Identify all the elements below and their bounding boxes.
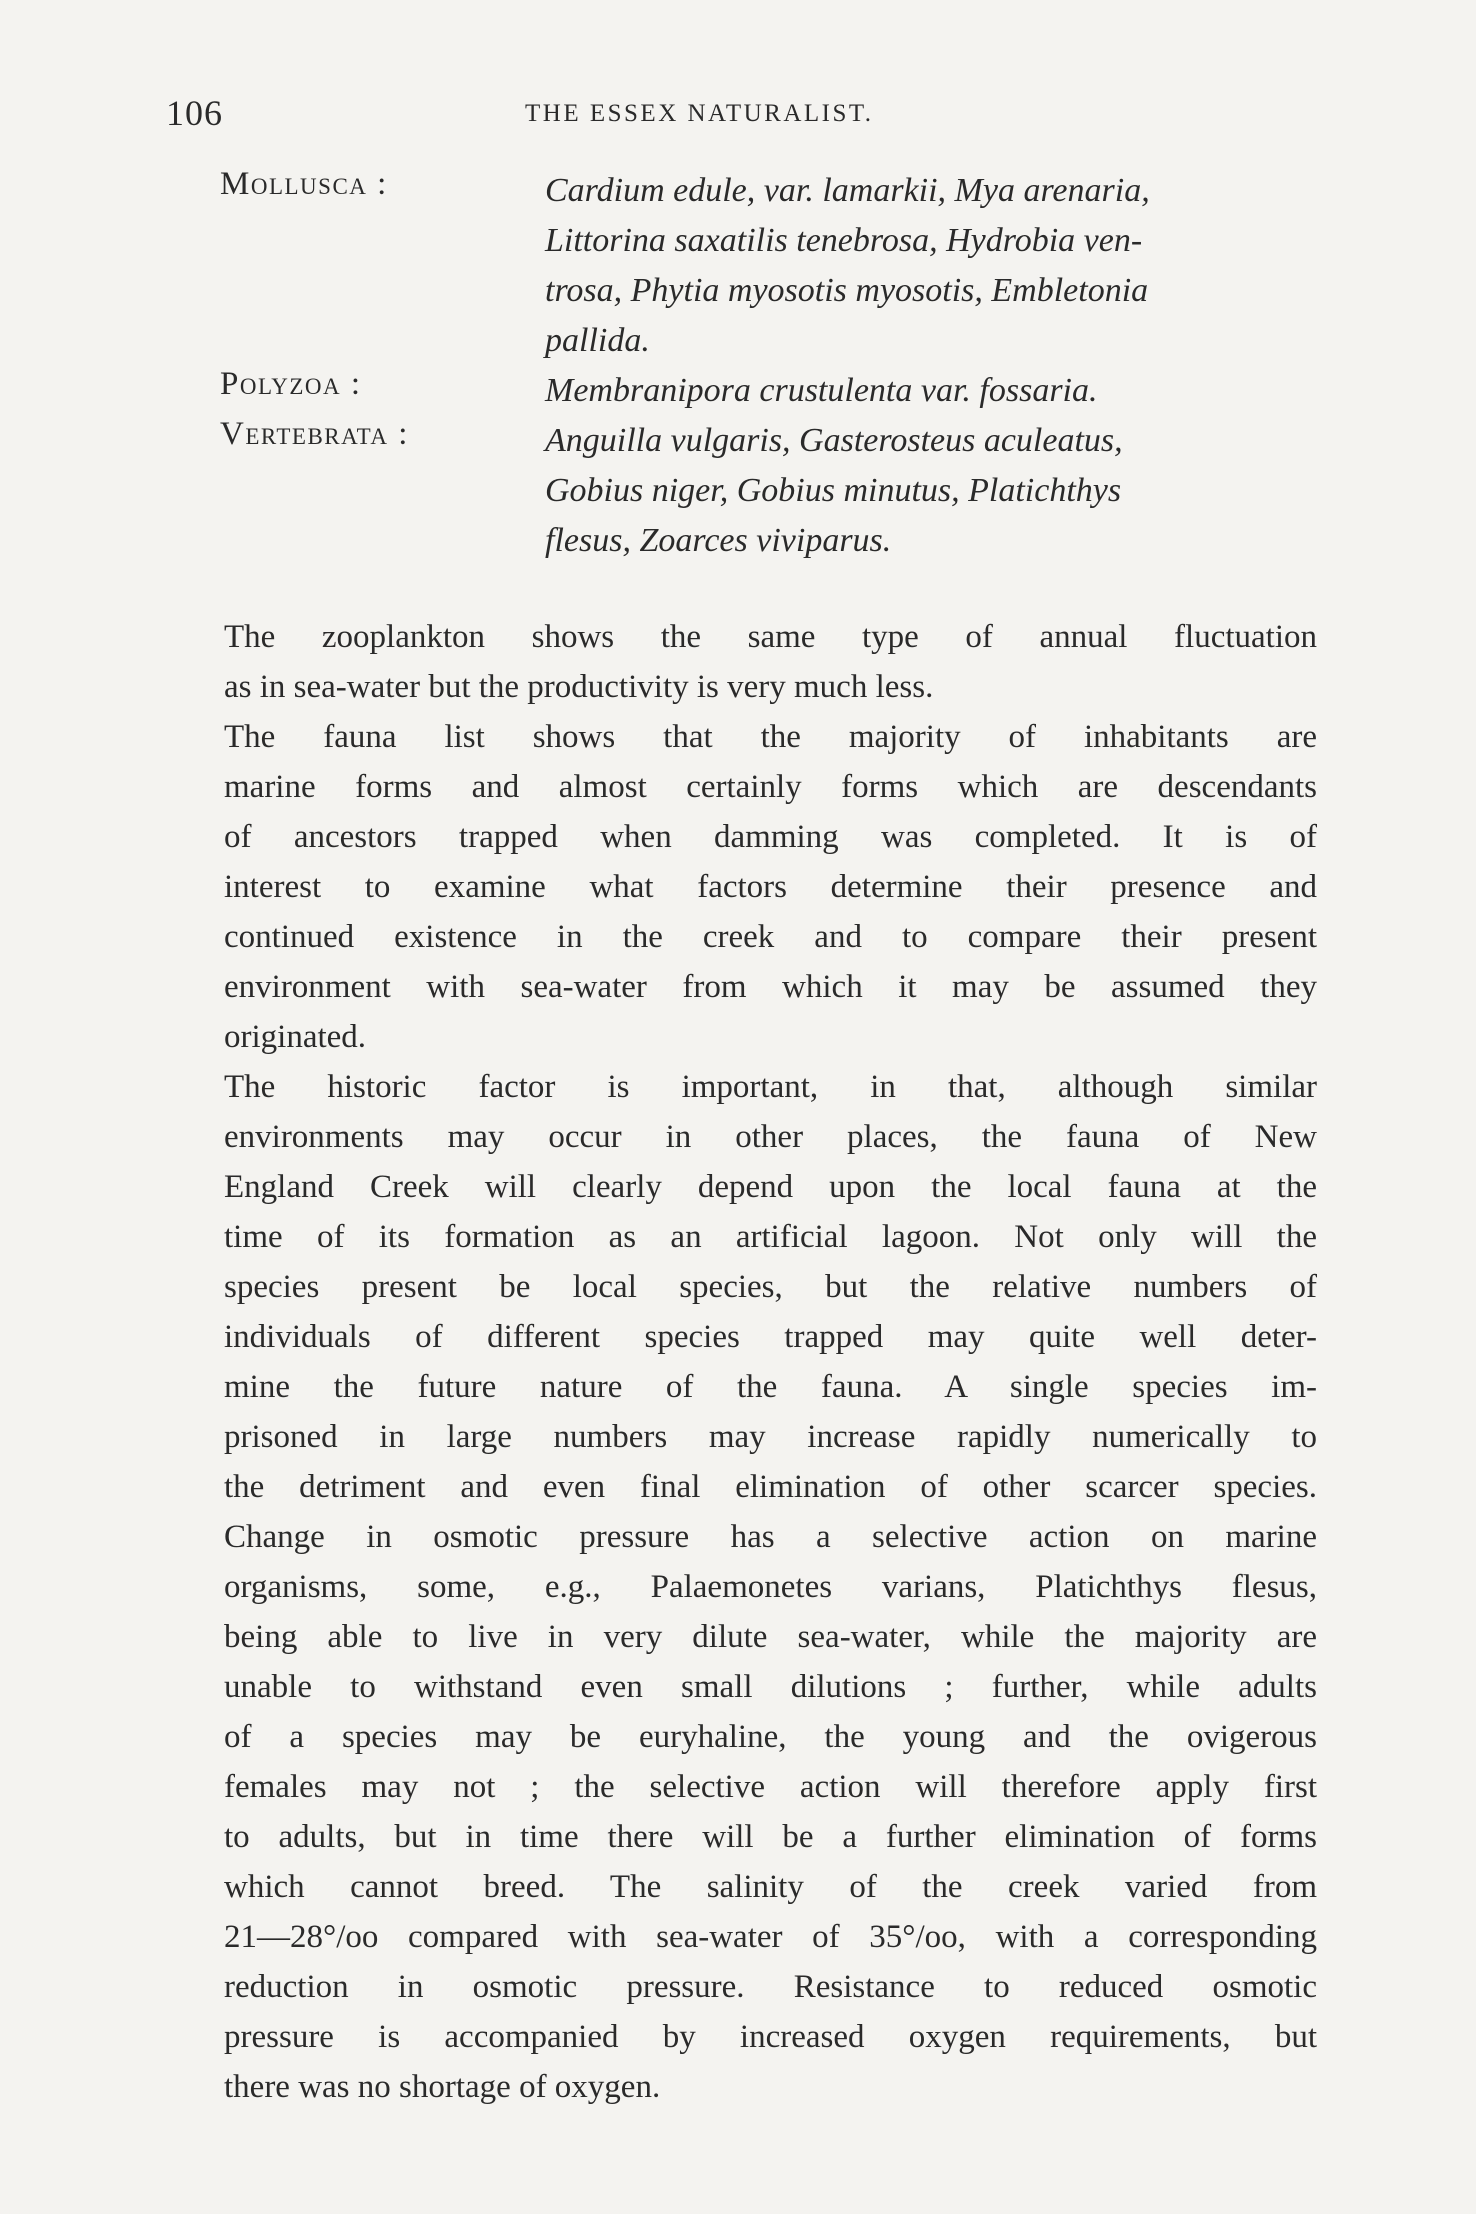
taxon-label: Vertebrata : xyxy=(220,416,409,452)
text-line: time of its formation as an artificial lagoon. Not only will the xyxy=(224,1219,1317,1255)
text-line: organisms, some, e.g., Palaemonetes varians, Platichthys flesus, xyxy=(224,1569,1317,1605)
text-line: The historic factor is important, in that, although similar xyxy=(224,1069,1317,1105)
paragraph xyxy=(164,1062,1317,2112)
text-line: species present be local species, but the relative numbers of xyxy=(224,1269,1317,1305)
running-head xyxy=(0,92,1476,142)
text-line: mine the future nature of the fauna. A single species im- xyxy=(224,1369,1317,1405)
text-line: Change in osmotic pressure has a selective action on marine xyxy=(224,1519,1317,1555)
taxon-label: Polyzoa : xyxy=(220,366,362,402)
text-line: unable to withstand even small dilutions ; further, while adults xyxy=(224,1669,1317,1705)
text-line: which cannot breed. The salinity of the creek varied from xyxy=(224,1869,1317,1905)
species-line: Gobius niger, Gobius minutus, Platichthys xyxy=(545,472,1122,509)
species-line: Anguilla vulgaris, Gasterosteus aculeatus, xyxy=(545,422,1123,459)
text-line: females may not ; the selective action will therefore apply first xyxy=(224,1769,1317,1805)
fauna-list xyxy=(220,166,1320,566)
journal-title: THE ESSEX NATURALIST. xyxy=(525,100,874,127)
text-line: of ancestors trapped when damming was completed. It is of xyxy=(224,819,1317,855)
taxon-vertebrata xyxy=(220,416,1320,566)
text-line: there was no shortage of oxygen. xyxy=(224,2069,661,2105)
text-line: 21—28°/oo compared with sea-water of 35°/oo, with a corresponding xyxy=(224,1919,1317,1955)
species-line: Littorina saxatilis tenebrosa, Hydrobia ven- xyxy=(545,222,1143,259)
text-line: England Creek will clearly depend upon the local fauna at the xyxy=(224,1169,1317,1205)
text-line: continued existence in the creek and to compare their present xyxy=(224,919,1317,955)
page-number: 106 xyxy=(166,93,223,133)
body-text xyxy=(164,612,1317,2112)
text-line: originated. xyxy=(224,1019,367,1055)
text-line: environment with sea-water from which it may be assumed they xyxy=(224,969,1317,1005)
species-line: trosa, Phytia myosotis myosotis, Embletonia xyxy=(545,272,1149,309)
species-line: flesus, Zoarces viviparus. xyxy=(545,522,892,559)
paragraph xyxy=(164,712,1317,1062)
text-line: pressure is accompanied by increased oxygen requirements, but xyxy=(224,2019,1317,2055)
text-line: of a species may be euryhaline, the young and the ovigerous xyxy=(224,1719,1317,1755)
taxon-polyzoa xyxy=(220,366,1320,416)
species-list xyxy=(545,166,1476,366)
text-line: marine forms and almost certainly forms which are descendants xyxy=(224,769,1317,805)
text-line: The zooplankton shows the same type of annual fluctuation xyxy=(224,619,1317,655)
species-line: pallida. xyxy=(545,322,650,359)
text-line: being able to live in very dilute sea-water, while the majority are xyxy=(224,1619,1317,1655)
text-line: to adults, but in time there will be a further elimination of forms xyxy=(224,1819,1317,1855)
species-list xyxy=(545,416,1476,566)
paragraph xyxy=(164,612,1317,712)
text-line: as in sea-water but the productivity is very much less. xyxy=(224,669,934,705)
text-line: environments may occur in other places, the fauna of New xyxy=(224,1119,1317,1155)
text-line: interest to examine what factors determine their presence and xyxy=(224,869,1317,905)
species-line: Cardium edule, var. lamarkii, Mya arenaria, xyxy=(545,172,1150,209)
species-line: Membranipora crustulenta var. fossaria. xyxy=(545,372,1098,409)
text-line: The fauna list shows that the majority of inhabitants are xyxy=(224,719,1317,755)
species-list xyxy=(545,366,1476,416)
taxon-label: Mollusca : xyxy=(220,166,388,202)
text-line: prisoned in large numbers may increase rapidly numerically to xyxy=(224,1419,1317,1455)
text-line: reduction in osmotic pressure. Resistance to reduced osmotic xyxy=(224,1969,1317,2005)
text-line: the detriment and even final elimination of other scarcer species. xyxy=(224,1469,1317,1505)
taxon-mollusca xyxy=(220,166,1320,366)
text-line: individuals of different species trapped may quite well deter- xyxy=(224,1319,1317,1355)
